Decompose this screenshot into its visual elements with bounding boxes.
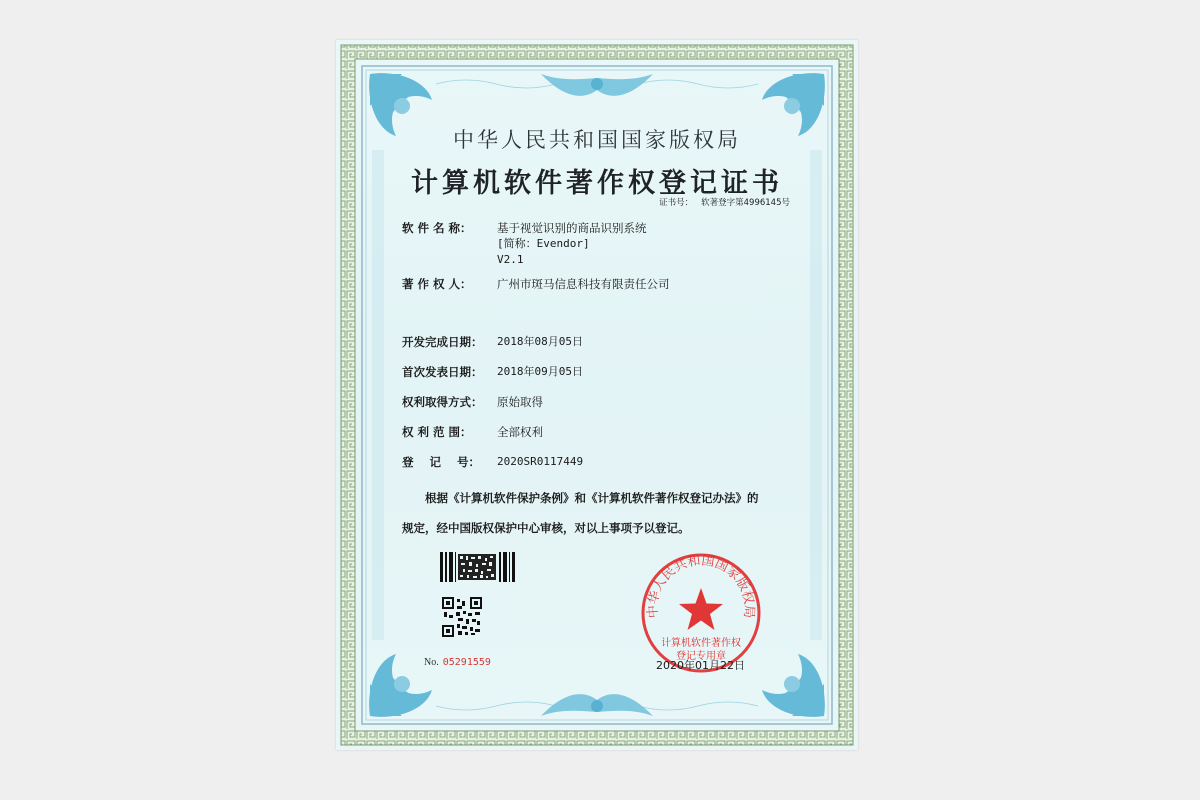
- field-label: 首次发表日期：: [402, 365, 483, 379]
- field-label: 开发完成日期：: [402, 335, 483, 349]
- certificate-number-value: 软著登字第4996145号: [701, 198, 790, 208]
- field-reg-no: [402, 454, 583, 470]
- owner-value: 广州市斑马信息科技有限责任公司: [497, 277, 670, 291]
- serial-label: No.: [424, 657, 439, 668]
- field-dev-date: [402, 334, 583, 350]
- seal-center-line-2: 登记专用章: [676, 651, 726, 662]
- field-label: 权 利 范 围：: [402, 425, 472, 439]
- certificate-number-label: 证书号：: [659, 198, 694, 208]
- dev-date-value: 2018年08月05日: [497, 335, 583, 348]
- software-short-name: [简称：Evendor]: [497, 237, 590, 250]
- certificate: [336, 40, 858, 750]
- pub-date-value: 2018年09月05日: [497, 365, 583, 378]
- seal-center-line-1: 计算机软件著作权: [661, 638, 741, 649]
- issuing-agency: 中华人民共和国国家版权局: [453, 128, 741, 152]
- statement-line-1: 根据《计算机软件保护条例》和《计算机软件著作权登记办法》的: [425, 491, 759, 505]
- acquire-value: 原始取得: [497, 395, 543, 409]
- field-pub-date: [402, 364, 583, 380]
- field-label: 权利取得方式：: [402, 395, 483, 409]
- field-value-group: [497, 220, 647, 268]
- software-name-value: 基于视觉识别的商品识别系统: [497, 221, 647, 235]
- star-icon: [679, 588, 723, 630]
- field-software-name: [402, 220, 647, 268]
- scope-value: 全部权利: [497, 425, 543, 439]
- field-acquire: [402, 394, 543, 410]
- issue-date: 2020年01月22日: [656, 659, 745, 672]
- barcode: [440, 552, 516, 582]
- field-label: 著 作 权 人：: [402, 277, 472, 291]
- seal-ring-text: 中华人民共和国国家版权局: [645, 553, 757, 619]
- field-label: 登 记 号：: [402, 455, 481, 469]
- serial-value: 05291559: [442, 657, 491, 668]
- serial-number: [424, 657, 491, 668]
- field-owner: [402, 276, 670, 292]
- qr-code: [442, 597, 482, 637]
- reg-no-value: 2020SR0117449: [497, 455, 584, 468]
- certificate-number: [651, 196, 790, 208]
- certificate-title: 计算机软件著作权登记证书: [411, 168, 783, 199]
- field-label: 软 件 名 称：: [402, 221, 472, 235]
- software-version: V2.1: [497, 253, 524, 266]
- field-scope: [402, 424, 543, 440]
- statement-line-2: 规定，经中国版权保护中心审核，对以上事项予以登记。: [402, 521, 690, 535]
